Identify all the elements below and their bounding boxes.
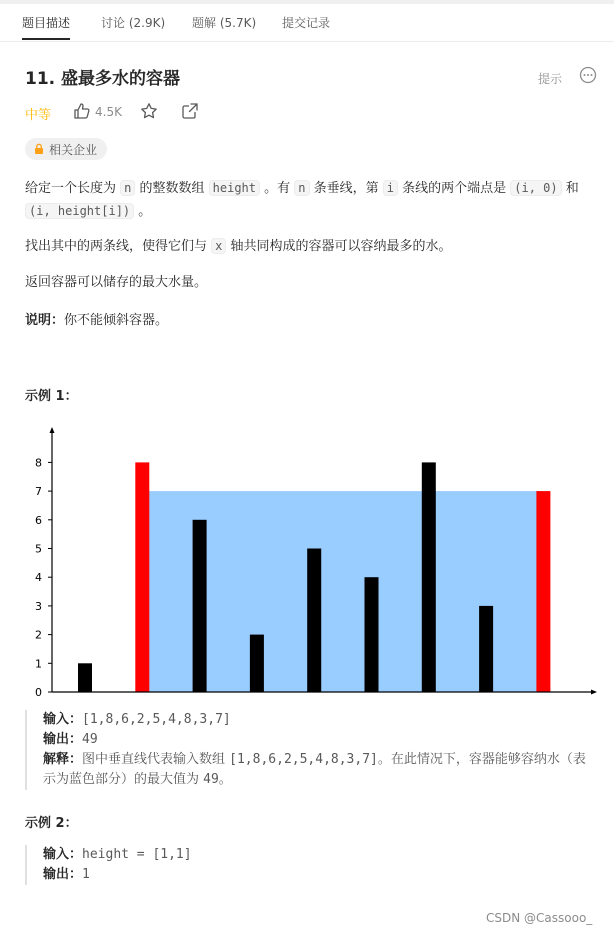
inline-code: height <box>209 180 260 196</box>
input-value: [1,8,6,2,5,4,8,3,7] <box>82 712 231 727</box>
text: 。有 <box>260 181 295 196</box>
difficulty-badge: 中等 <box>25 108 52 123</box>
inline-code: (i, 0) <box>510 180 561 196</box>
tab-solutions[interactable]: 题解 (5.7K) <box>192 16 257 30</box>
problem-title: 11. 盛最多水的容器 <box>25 69 181 89</box>
description-paragraph-2 <box>25 235 585 258</box>
chart-bar-1 <box>135 462 149 692</box>
watermark: CSDN @Cassooo_ <box>486 911 593 925</box>
star-icon[interactable] <box>140 102 158 120</box>
description-paragraph-1 <box>25 177 585 223</box>
chart-bar-8 <box>536 491 550 692</box>
text: 轴共同构成的容器可以容纳最多的水。 <box>226 239 452 254</box>
y-axis-arrow <box>50 427 55 433</box>
y-tick-label-2: 2 <box>35 628 42 642</box>
y-tick-label-1: 1 <box>35 657 42 671</box>
thumbs-up-icon[interactable] <box>73 102 91 120</box>
text: 找出其中的两条线，使得它们与 <box>25 239 212 254</box>
chart-bar-6 <box>422 462 436 692</box>
text: 条线的两个端点是 <box>398 181 511 196</box>
y-tick-label-7: 7 <box>35 485 42 499</box>
text: 条垂线，第 <box>309 181 383 196</box>
container-chart <box>25 419 605 704</box>
inline-code: n <box>120 180 135 196</box>
example-2-block <box>25 845 588 885</box>
x-axis-arrow <box>591 690 597 695</box>
text: 。在此情况下，容器能够容纳水（表示为蓝色部分）的最大值为 <box>43 752 586 787</box>
active-tab-indicator <box>22 38 70 40</box>
text: 图中垂直线代表输入数组 <box>82 752 230 767</box>
chart-bar-2 <box>193 520 207 692</box>
output-value: 1 <box>82 867 90 882</box>
output-value: 49 <box>82 732 98 747</box>
y-tick-label-5: 5 <box>35 542 42 556</box>
text: 。 <box>134 204 152 219</box>
more-options-icon[interactable] <box>579 66 597 84</box>
output-label: 输出： <box>43 867 83 882</box>
text: 的整数数组 <box>135 181 209 196</box>
example-2-title: 示例 2： <box>25 816 78 831</box>
lock-icon <box>33 143 45 155</box>
y-tick-label-3: 3 <box>35 599 42 613</box>
chart-bar-7 <box>479 606 493 692</box>
input-label: 输入： <box>43 712 83 727</box>
related-companies-label: 相关企业 <box>49 142 98 157</box>
example-1-output-line <box>43 730 588 750</box>
inline-code: [1,8,6,2,5,4,8,3,7] <box>229 752 378 767</box>
chart-bar-5 <box>365 577 379 692</box>
y-tick-label-4: 4 <box>35 571 42 585</box>
chart-bar-0 <box>78 663 92 692</box>
text: 。 <box>218 772 232 787</box>
tab-bar <box>0 4 614 42</box>
inline-code: (i, height[i]) <box>25 203 134 219</box>
example-2-input-line <box>43 845 588 865</box>
example-1-title: 示例 1： <box>25 389 78 404</box>
share-icon[interactable] <box>181 102 199 120</box>
chart-bar-4 <box>307 549 321 693</box>
text: 和 <box>561 181 579 196</box>
y-tick-label-6: 6 <box>35 513 42 527</box>
inline-code: x <box>211 238 226 254</box>
note-label: 说明： <box>25 313 65 328</box>
related-companies-tag[interactable] <box>25 138 107 160</box>
inline-code: 49 <box>203 772 219 787</box>
problem-panel <box>0 4 614 935</box>
output-label: 输出： <box>43 732 83 747</box>
input-label: 输入： <box>43 847 83 862</box>
explain-label: 解释： <box>43 752 83 767</box>
note-text: 你不能倾斜容器。 <box>64 313 169 328</box>
example-1-explanation <box>43 750 588 790</box>
description-paragraph-4 <box>25 310 585 332</box>
tab-description[interactable]: 题目描述 <box>22 16 71 30</box>
y-tick-label-8: 8 <box>35 456 42 470</box>
example-1-block <box>25 710 588 790</box>
input-value: height = [1,1] <box>82 847 192 862</box>
problem-meta-row <box>25 102 325 122</box>
text: 给定一个长度为 <box>25 181 121 196</box>
inline-code: i <box>383 180 398 196</box>
inline-code: n <box>294 180 309 196</box>
like-count: 4.5K <box>95 105 122 119</box>
tab-submissions[interactable]: 提交记录 <box>282 16 331 30</box>
example-2-output-line <box>43 865 588 885</box>
hint-button[interactable]: 提示 <box>538 72 563 86</box>
chart-bar-3 <box>250 635 264 692</box>
y-tick-label-0: 0 <box>35 686 42 699</box>
description-paragraph-3: 返回容器可以储存的最大水量。 <box>25 275 208 290</box>
tab-discussion[interactable]: 讨论 (2.9K) <box>101 16 166 30</box>
example-1-input-line <box>43 710 588 730</box>
